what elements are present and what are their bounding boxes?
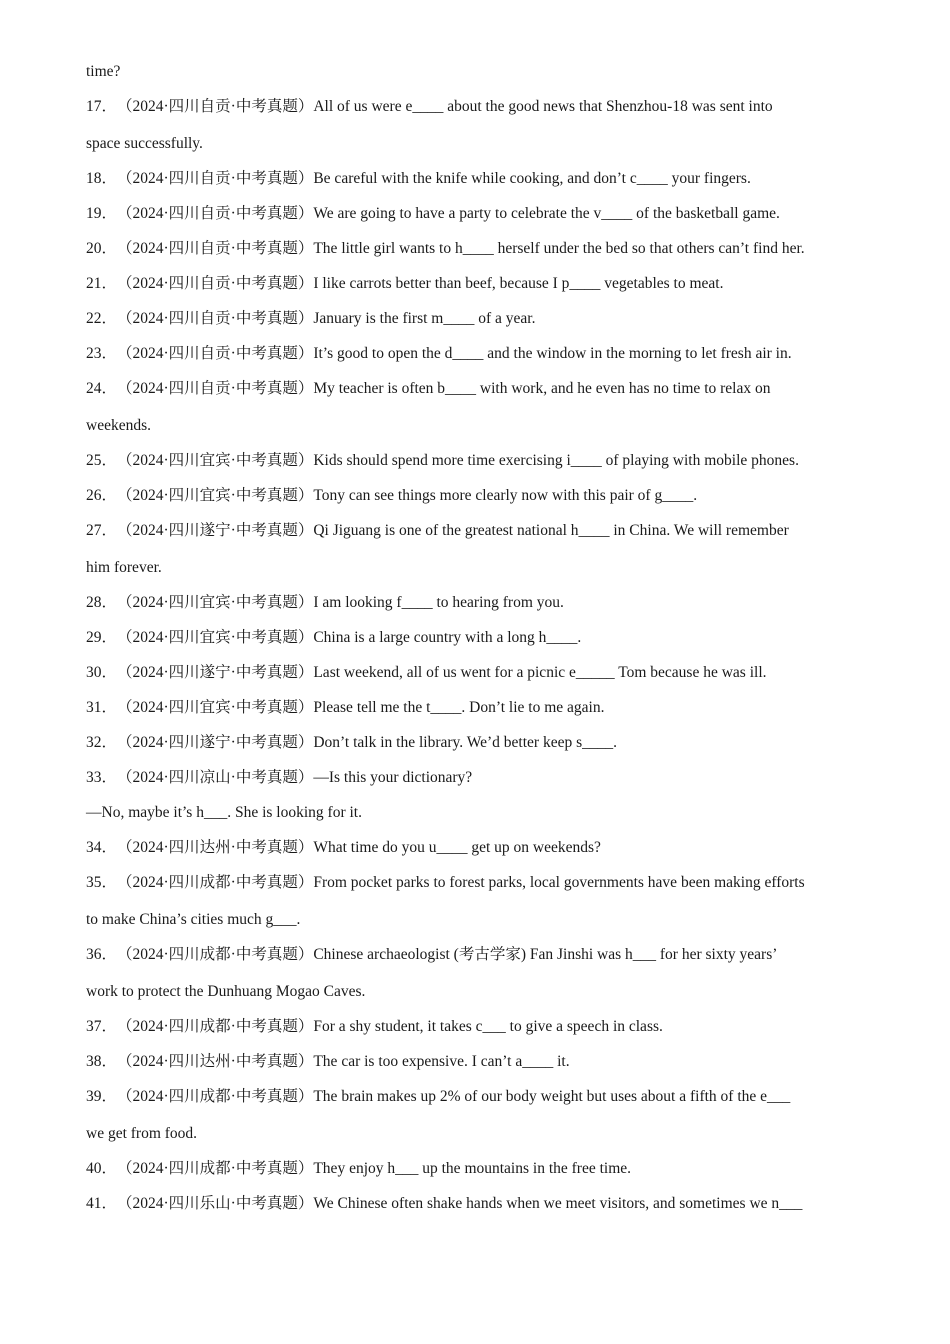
question-number: 39． xyxy=(86,1088,118,1105)
question-source: （2024·四川宜宾·中考真题） xyxy=(117,699,314,716)
question-number: 27． xyxy=(86,522,118,539)
question-text: What time do you u____ get up on weekends? xyxy=(313,839,601,856)
question-text: Chinese archaeologist (考古学家) Fan Jinshi was h___ for her sixty years’ xyxy=(313,946,778,963)
question-text: Be careful with the knife while cooking, and don’t c____ your fingers. xyxy=(313,170,751,187)
question-number: 24． xyxy=(86,380,118,397)
question-number: 36． xyxy=(86,946,118,963)
question-source: （2024·四川成都·中考真题） xyxy=(117,946,314,963)
question-number: 30． xyxy=(86,664,118,681)
question-source: （2024·四川达州·中考真题） xyxy=(117,1053,314,1070)
question-source: （2024·四川自贡·中考真题） xyxy=(117,170,314,187)
question-number: 33． xyxy=(86,769,118,786)
question-line xyxy=(86,1087,790,1107)
question-line xyxy=(86,274,724,294)
question-line xyxy=(86,204,780,224)
question-source: （2024·四川自贡·中考真题） xyxy=(117,275,314,292)
question-text: January is the first m____ of a year. xyxy=(313,310,536,327)
question-line xyxy=(86,239,805,259)
question-text: China is a large country with a long h____. xyxy=(313,629,582,646)
question-text: Qi Jiguang is one of the greatest national h____ in China. We will remember xyxy=(313,522,789,539)
question-number: 38． xyxy=(86,1053,118,1070)
question-text: They enjoy h___ up the mountains in the free time. xyxy=(313,1160,632,1177)
question-line xyxy=(86,1159,631,1179)
question-source: （2024·四川达州·中考真题） xyxy=(117,839,314,856)
question-number: 37． xyxy=(86,1018,118,1035)
question-number: 41． xyxy=(86,1195,118,1212)
question-source: （2024·四川宜宾·中考真题） xyxy=(117,629,314,646)
question-number: 29． xyxy=(86,629,118,646)
question-line xyxy=(86,344,792,364)
question-text: We are going to have a party to celebrate the v____ of the basketball game. xyxy=(313,205,780,222)
question-number: 19． xyxy=(86,205,118,222)
question-line xyxy=(86,733,617,753)
question-source: （2024·四川遂宁·中考真题） xyxy=(117,522,314,539)
question-line xyxy=(86,1052,570,1072)
question-text: —Is this your dictionary? xyxy=(313,769,473,786)
question-line xyxy=(86,97,773,117)
question-number: 17． xyxy=(86,98,118,115)
continuation-line: weekends. xyxy=(86,417,151,434)
question-line xyxy=(86,628,581,648)
question-text: It’s good to open the d____ and the window in the morning to let fresh air in. xyxy=(313,345,792,362)
question-number: 23． xyxy=(86,345,118,362)
question-source: （2024·四川遂宁·中考真题） xyxy=(117,664,314,681)
question-number: 26． xyxy=(86,487,118,504)
continuation-line: him forever. xyxy=(86,559,162,576)
question-number: 21． xyxy=(86,275,118,292)
question-number: 22． xyxy=(86,310,118,327)
question-text: Please tell me the t____. Don’t lie to me again. xyxy=(313,699,605,716)
question-text: The little girl wants to h____ herself under the bed so that others can’t find her. xyxy=(313,240,805,257)
question-line xyxy=(86,838,601,858)
question-line xyxy=(86,521,789,541)
continuation-line: to make China’s cities much g___. xyxy=(86,911,301,928)
question-source: （2024·四川自贡·中考真题） xyxy=(117,98,314,115)
question-source: （2024·四川宜宾·中考真题） xyxy=(117,594,314,611)
question-line xyxy=(86,663,767,683)
question-text: From pocket parks to forest parks, local governments have been making efforts xyxy=(313,874,805,891)
question-source: （2024·四川自贡·中考真题） xyxy=(117,205,314,222)
question-source: （2024·四川成都·中考真题） xyxy=(117,1160,314,1177)
question-line xyxy=(86,698,604,718)
question-text: My teacher is often b____ with work, and he even has no time to relax on xyxy=(313,380,771,397)
question-line xyxy=(86,1017,663,1037)
question-line xyxy=(86,486,697,506)
question-number: 18． xyxy=(86,170,118,187)
question-text: The brain makes up 2% of our body weight but uses about a fifth of the e___ xyxy=(313,1088,791,1105)
continuation-line: we get from food. xyxy=(86,1125,198,1142)
question-source: （2024·四川凉山·中考真题） xyxy=(117,769,314,786)
question-source: （2024·四川乐山·中考真题） xyxy=(117,1195,314,1212)
question-line xyxy=(86,873,805,893)
question-source: （2024·四川自贡·中考真题） xyxy=(117,310,314,327)
question-source: （2024·四川宜宾·中考真题） xyxy=(117,452,314,469)
question-text: All of us were e____ about the good news that Shenzhou-18 was sent into xyxy=(313,98,773,115)
question-number: 31． xyxy=(86,699,118,716)
question-number: 28． xyxy=(86,594,118,611)
question-source: （2024·四川成都·中考真题） xyxy=(117,1088,314,1105)
question-source: （2024·四川自贡·中考真题） xyxy=(117,380,314,397)
continuation-line: —No, maybe it’s h___. She is looking for it. xyxy=(86,804,362,821)
question-text: Don’t talk in the library. We’d better keep s____. xyxy=(313,734,617,751)
question-source: （2024·四川自贡·中考真题） xyxy=(117,240,314,257)
question-line xyxy=(86,451,799,471)
question-number: 25． xyxy=(86,452,118,469)
question-line xyxy=(86,945,777,965)
question-line xyxy=(86,169,751,189)
question-number: 40． xyxy=(86,1160,118,1177)
question-text: I am looking f____ to hearing from you. xyxy=(313,594,564,611)
continuation-line: work to protect the Dunhuang Mogao Caves. xyxy=(86,983,366,1000)
question-number: 20． xyxy=(86,240,118,257)
question-number: 34． xyxy=(86,839,118,856)
question-source: （2024·四川成都·中考真题） xyxy=(117,1018,314,1035)
continuation-line: space successfully. xyxy=(86,135,203,152)
question-line xyxy=(86,379,770,399)
question-text: The car is too expensive. I can’t a____ it. xyxy=(313,1053,570,1070)
question-line xyxy=(86,768,472,788)
question-number: 32． xyxy=(86,734,118,751)
question-text: Last weekend, all of us went for a picnic e_____ Tom because he was ill. xyxy=(313,664,767,681)
question-text: For a shy student, it takes c___ to give a speech in class. xyxy=(313,1018,663,1035)
continuation-line: time? xyxy=(86,63,121,80)
question-number: 35． xyxy=(86,874,118,891)
question-source: （2024·四川遂宁·中考真题） xyxy=(117,734,314,751)
question-source: （2024·四川自贡·中考真题） xyxy=(117,345,314,362)
question-line xyxy=(86,309,535,329)
question-source: （2024·四川宜宾·中考真题） xyxy=(117,487,314,504)
question-text: I like carrots better than beef, because I p____ vegetables to meat. xyxy=(313,275,724,292)
question-line xyxy=(86,593,564,613)
question-text: We Chinese often shake hands when we meet visitors, and sometimes we n___ xyxy=(313,1195,803,1212)
question-text: Tony can see things more clearly now with this pair of g____. xyxy=(313,487,698,504)
question-line xyxy=(86,1194,802,1214)
question-source: （2024·四川成都·中考真题） xyxy=(117,874,314,891)
question-text: Kids should spend more time exercising i____ of playing with mobile phones. xyxy=(313,452,799,469)
